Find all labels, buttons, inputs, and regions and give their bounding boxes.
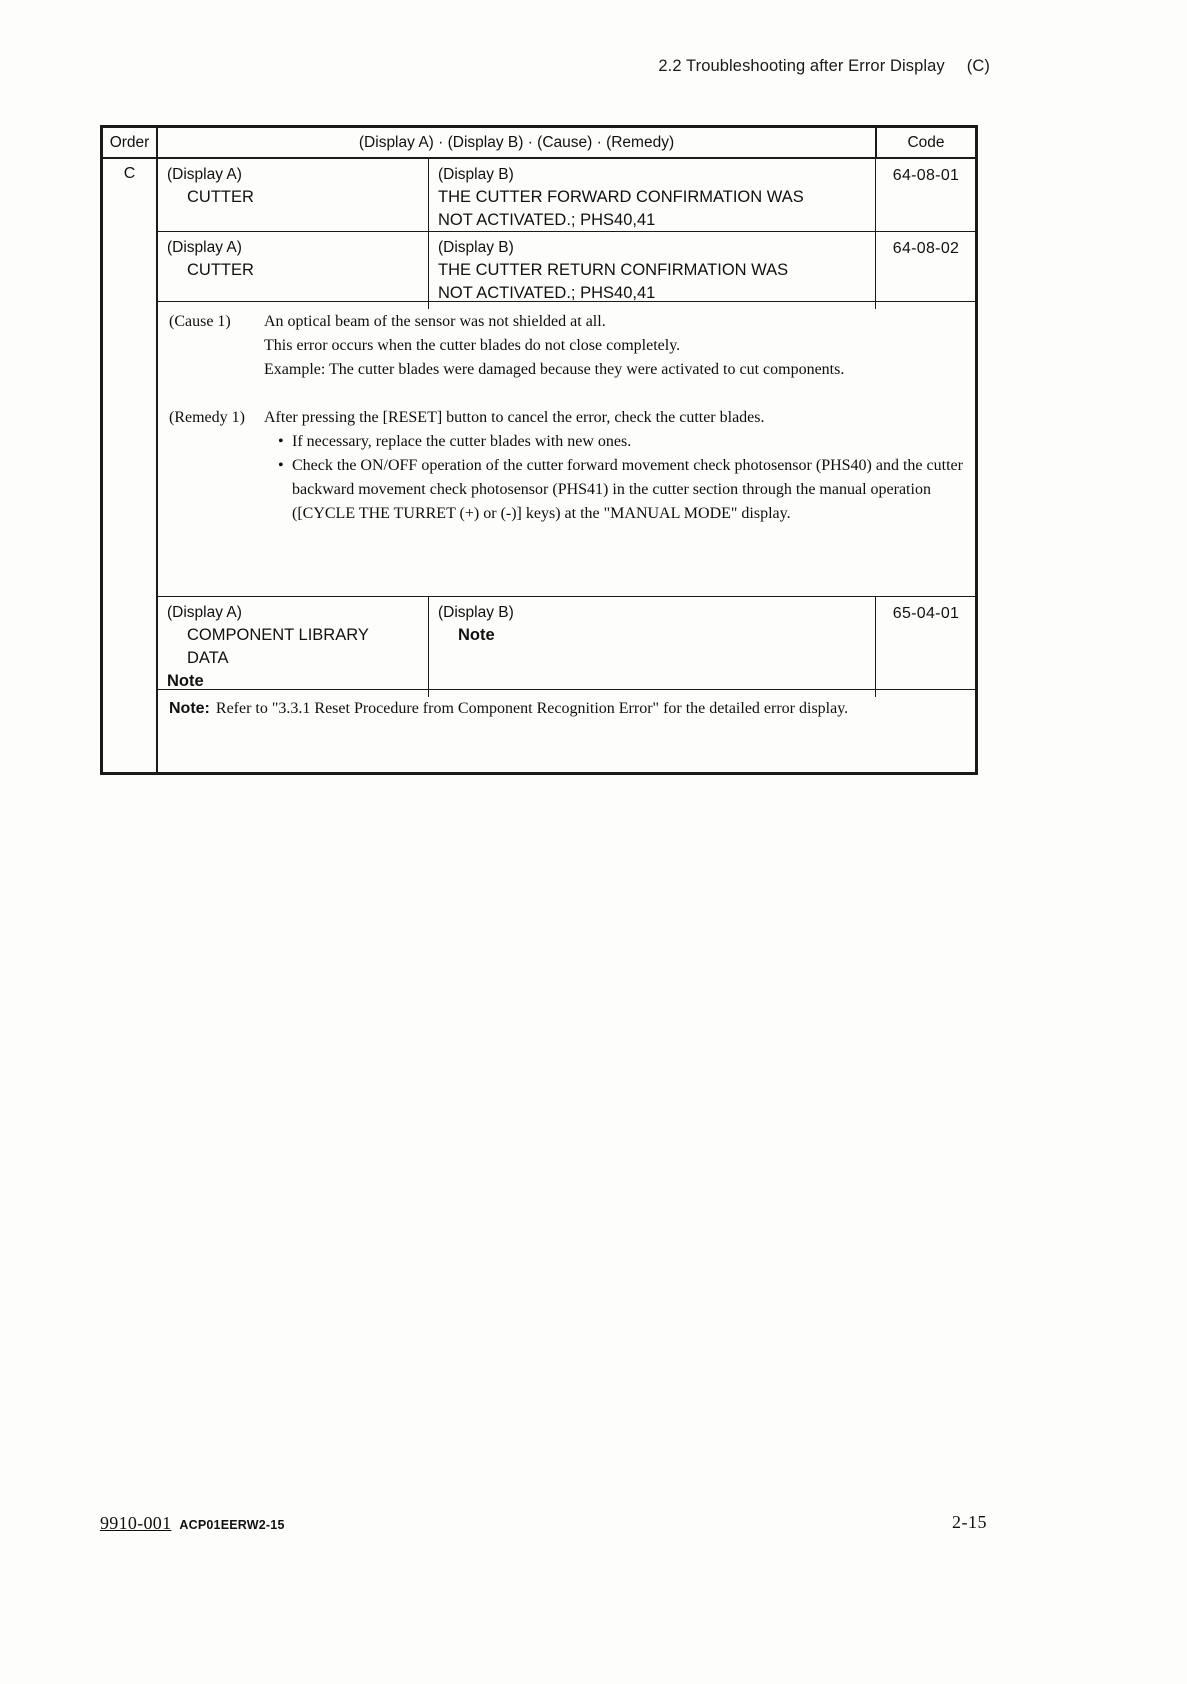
- table-body: [103, 159, 975, 772]
- note-label: Note:: [169, 700, 210, 717]
- display-a-note: Note: [167, 672, 204, 690]
- table-row: [158, 596, 975, 689]
- display-a-label: (Display A): [167, 604, 242, 621]
- footer-doc-ref: ACP01EERW2-15: [179, 1518, 285, 1532]
- column-header-code: Code: [875, 128, 975, 157]
- error-table: [100, 125, 978, 775]
- error-code: 64-08-01: [875, 159, 975, 236]
- display-b-cell: [428, 159, 875, 236]
- display-b-cell: [428, 597, 875, 697]
- display-b-value-line: THE CUTTER RETURN CONFIRMATION WAS: [438, 261, 789, 279]
- cause-remedy-block: [158, 301, 975, 596]
- display-b-label: (Display B): [438, 239, 514, 256]
- display-a-value-line: DATA: [187, 649, 229, 667]
- display-b-label: (Display B): [438, 166, 514, 183]
- cause-line: This error occurs when the cutter blades do not close completely.: [264, 337, 681, 354]
- table-header-row: [103, 128, 975, 159]
- cause-line: An optical beam of the sensor was not shielded at all.: [264, 313, 606, 330]
- content-rows: [158, 159, 975, 772]
- cause-label: (Cause 1): [169, 313, 231, 330]
- remedy-text: [264, 406, 965, 526]
- footer-left: [100, 1513, 285, 1534]
- display-a-value-line: COMPONENT LIBRARY: [187, 626, 369, 644]
- page-header: [658, 57, 990, 76]
- remedy-label: (Remedy 1): [169, 409, 245, 426]
- remedy-bullet-list: [264, 430, 965, 526]
- display-a-value: CUTTER: [187, 188, 254, 206]
- spacer: [169, 382, 965, 406]
- error-code: 65-04-01: [875, 597, 975, 697]
- remedy-row: [169, 406, 965, 526]
- remedy-bullet: • If necessary, replace the cutter blades with new ones.: [278, 430, 965, 454]
- column-header-order: Order: [103, 128, 158, 157]
- display-a-label: (Display A): [167, 166, 242, 183]
- column-header-main: (Display A) · (Display B) · (Cause) · (Remedy): [358, 133, 675, 151]
- display-b-note: Note: [458, 626, 495, 644]
- remedy-bullet: • Check the ON/OFF operation of the cutter forward movement check photosensor (PHS40) and the cutter backward movement check photosensor (PHS41) in the cutter section through the manual operation ([CYCLE THE TURRET (+) or (-)] keys) at the "MANUAL MODE" display.: [278, 454, 965, 526]
- display-a-cell: [158, 159, 428, 236]
- cause-row: [169, 310, 965, 382]
- cause-text: [264, 310, 965, 382]
- error-code: 64-08-02: [875, 232, 975, 309]
- display-a-value: CUTTER: [187, 261, 254, 279]
- cause-line: Example: The cutter blades were damaged because they were activated to cut components.: [264, 361, 845, 378]
- order-cell: C: [103, 159, 158, 772]
- footer-doc-number: 9910-001: [100, 1513, 172, 1533]
- display-b-value-line: NOT ACTIVATED.; PHS40,41: [438, 284, 656, 302]
- display-b-value-line: NOT ACTIVATED.; PHS40,41: [438, 211, 656, 229]
- table-row: [158, 159, 975, 231]
- display-b-value-line: THE CUTTER FORWARD CONFIRMATION WAS: [438, 188, 804, 206]
- display-a-label: (Display A): [167, 239, 242, 256]
- footer-page-number: 2-15: [952, 1512, 987, 1532]
- note-text: Refer to "3.3.1 Reset Procedure from Component Recognition Error" for the detailed error display.: [215, 700, 849, 717]
- remedy-line: After pressing the [RESET] button to cancel the error, check the cutter blades.: [264, 409, 765, 426]
- note-row: [158, 689, 975, 772]
- section-suffix: (C): [966, 57, 990, 75]
- table-row: [158, 231, 975, 301]
- display-b-cell: [428, 232, 875, 309]
- display-a-cell: [158, 232, 428, 309]
- display-a-cell: [158, 597, 428, 697]
- display-b-label: (Display B): [438, 604, 514, 621]
- section-title: 2.2 Troubleshooting after Error Display: [658, 57, 945, 75]
